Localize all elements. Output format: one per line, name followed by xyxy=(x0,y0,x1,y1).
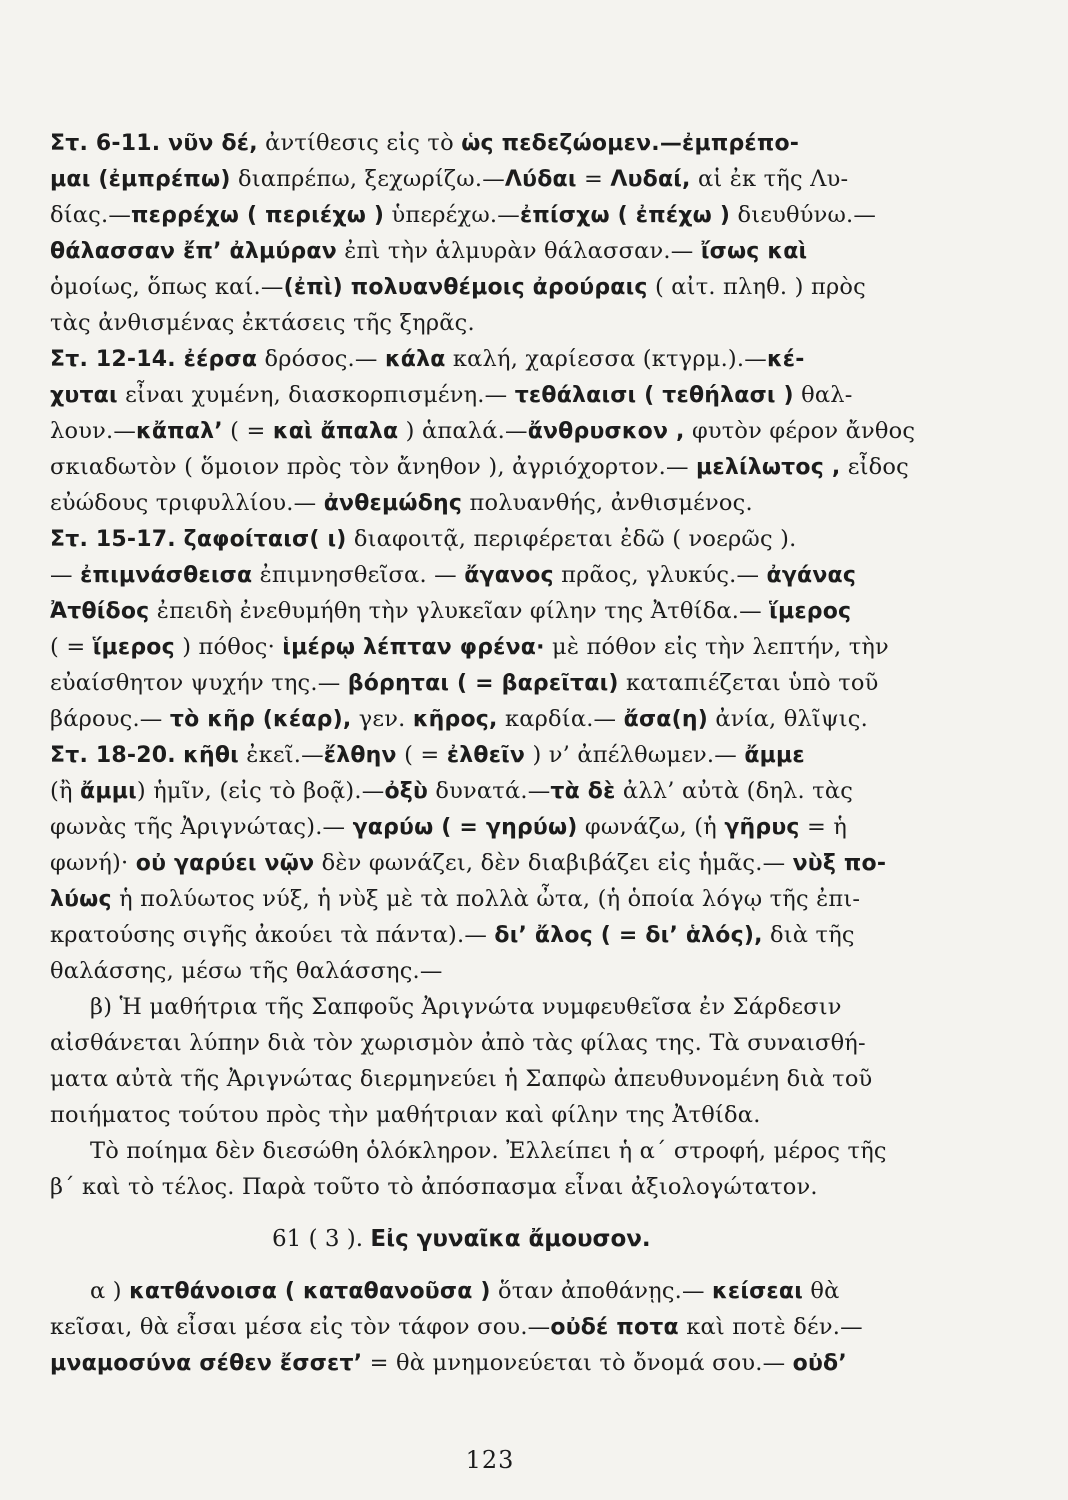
bold-term: θάλασσαν ἔπ’ ἀλμύραν xyxy=(50,239,337,264)
text-run: βάρους.— xyxy=(50,706,170,732)
text-run: δίας.— xyxy=(50,202,132,228)
text-run: λουν.— xyxy=(50,418,137,444)
text-run: φωνὰς τῆς Ἀριγνώτας).— xyxy=(50,814,353,840)
text-line xyxy=(90,1140,887,1163)
bold-term: ἵμερος xyxy=(92,635,175,660)
bold-term: Στ. 6-11. νῦν δέ, xyxy=(50,131,258,156)
bold-term: δι’ ἄλος ( = δι’ ἁλός), xyxy=(494,923,763,948)
text-line xyxy=(50,420,915,443)
text-run: — xyxy=(50,562,81,588)
text-run: δὲν φωνάζει, δὲν διαβιβάζει εἰς ἡμᾶς.— xyxy=(314,850,793,876)
bold-term: τὸ κῆρ (κέαρ), xyxy=(169,707,352,732)
bold-term: χυται xyxy=(50,383,118,408)
text-line xyxy=(50,960,443,983)
text-run: γεν. xyxy=(351,706,413,732)
text-run: ἡ πολύωτος νύξ, ἡ νὺξ μὲ τὰ πολλὰ ὦτα, (ἡ ὁποία λόγῳ τῆς ἐπι- xyxy=(111,886,861,912)
bold-term: νὺξ πο- xyxy=(792,851,887,876)
bold-term: Λύδαι xyxy=(504,167,577,192)
text-run: εἶναι χυμένη, διασκορπισμένη.— xyxy=(117,382,515,408)
text-run: ( = xyxy=(396,742,447,768)
bold-term: κατθάνοισα ( καταθανοῦσα ) xyxy=(129,1279,491,1304)
text-line xyxy=(50,312,475,335)
text-run: διαπρέπω, ξεχωρίζω.— xyxy=(230,166,505,192)
bold-term: ἐπίσχω ( ἐπέχω ) xyxy=(519,203,731,228)
bold-term: ἄμμι xyxy=(80,779,137,804)
text-run: β΄ καὶ τὸ τέλος. Παρὰ τοῦτο τὸ ἀπόσπασμα εἶναι ἀξιολογώτατον. xyxy=(50,1174,818,1200)
text-run: ( αἰτ. πληθ. ) πρὸς xyxy=(647,274,866,300)
text-run: διὰ τῆς xyxy=(762,922,855,948)
bold-term: ἀνθεμώδης xyxy=(323,491,463,516)
text-run: Τὸ ποίημα δὲν διεσώθη ὁλόκληρον. Ἐλλείπει ἡ α΄ στροφή, μέρος τῆς xyxy=(90,1138,887,1164)
bold-term: λύως xyxy=(50,887,112,912)
bold-term: μαι (ἐμπρέπω) xyxy=(50,167,231,192)
text-run: σκιαδωτὸν ( ὅμοιον πρὸς τὸν ἄνηθον ), ἀγριόχορτον.— xyxy=(50,454,697,480)
page-number: 123 xyxy=(465,1446,515,1474)
text-line xyxy=(50,132,799,155)
text-run: πολυανθής, ἀνθισμένος. xyxy=(462,490,753,516)
text-run: καρδία.— xyxy=(497,706,624,732)
bold-term: (ἐπὶ) πολυανθέμοις ἀρούραις xyxy=(283,275,648,300)
text-run: φωνή)· xyxy=(50,850,136,876)
text-run: β) Ἡ μαθήτρια τῆς Σαπφοῦς Ἀριγνώτα νυμφευθεῖσα ἐν Σάρδεσιν xyxy=(90,994,842,1020)
text-run: ) ν’ ἀπέλθωμεν.— xyxy=(525,742,745,768)
text-line xyxy=(50,1316,863,1339)
bold-term: κάλα xyxy=(384,347,446,372)
bold-term: οὐδ’ xyxy=(792,1351,847,1376)
bold-term: κῆθι xyxy=(183,743,239,768)
bold-term: περρέχω ( περιέχω ) xyxy=(131,203,385,228)
bold-term: ἴσως καὶ xyxy=(700,239,808,264)
text-run: ματα αὐτὰ τῆς Ἀριγνώτας διερμηνεύει ἡ Σαπφὼ ἀπευθυνομένη διὰ τοῦ xyxy=(50,1066,873,1092)
text-run: κρατούσης σιγῆς ἀκούει τὰ πάντα).— xyxy=(50,922,495,948)
text-run: καταπιέζεται ὑπὸ τοῦ xyxy=(618,670,879,696)
text-run: φωνάζω, (ἡ xyxy=(577,814,725,840)
bold-term: ὀξὺ xyxy=(384,779,429,804)
text-run: ) ἁπαλά.— xyxy=(398,418,528,444)
bold-term: βόρηται ( = βαρεῖται) xyxy=(347,671,619,696)
text-run: φυτὸν φέρον ἄνθος xyxy=(684,418,916,444)
bold-term: ἀγάνας xyxy=(766,563,857,588)
bold-term: τὰ δὲ xyxy=(550,779,616,804)
text-line xyxy=(50,744,805,767)
bold-term: Στ. 12-14. ἐέρσα xyxy=(50,347,258,372)
text-run: = ἡ xyxy=(799,814,848,840)
text-line xyxy=(50,528,796,551)
bold-term: ἄμμε xyxy=(744,743,805,768)
text-line xyxy=(50,276,866,299)
text-run: ἀνία, θλῖψις. xyxy=(707,706,868,732)
text-run: δυνατά.— xyxy=(428,778,551,804)
bold-term: ἐπιμνάσθεισα xyxy=(80,563,253,588)
text-run: καλή, χαρίεσσα (κτγρμ.).— xyxy=(445,346,767,372)
bold-term: κέ- xyxy=(766,347,805,372)
bold-term: τεθάλαισι ( τεθήλασι ) xyxy=(514,383,794,408)
bold-term: Στ. 18-20. xyxy=(50,743,176,768)
text-run: αἱ ἐκ τῆς Λυ- xyxy=(690,166,849,192)
bold-term: οὐδέ ποτα xyxy=(550,1315,679,1340)
text-line xyxy=(50,1104,761,1127)
text-run: (ἢ xyxy=(50,778,81,804)
bold-term: γαρύω ( = γηρύω) xyxy=(352,815,578,840)
text-run: ) πόθος· xyxy=(174,634,283,660)
text-run: ὅταν ἀποθάνῃς.— xyxy=(490,1278,713,1304)
text-line xyxy=(50,888,860,911)
text-run: ( = xyxy=(50,634,93,660)
text-line xyxy=(90,996,842,1019)
text-line xyxy=(50,348,805,371)
text-run: ἀλλ’ αὐτὰ (δηλ. τὰς xyxy=(615,778,854,804)
bold-term: ἄγανος xyxy=(464,563,554,588)
text-run: μὲ πόθον εἰς τὴν λεπτήν, τὴν xyxy=(544,634,889,660)
text-line xyxy=(50,1068,872,1091)
text-line xyxy=(50,456,909,479)
text-run: εἶδος xyxy=(840,454,909,480)
text-run: εὐαίσθητον ψυχήν της.— xyxy=(50,670,348,696)
bold-term: ἵμερος xyxy=(769,599,852,624)
bold-term: ὡς πεδεζώομεν.—ἐμπρέπο- xyxy=(461,131,800,156)
text-run: διαφοιτᾷ, περιφέρεται ἐδῶ ( νοερῶς ). xyxy=(346,526,797,552)
text-run: ἐπιμνησθεῖσα. — xyxy=(252,562,465,588)
bold-term: κείσεαι xyxy=(712,1279,803,1304)
text-run: = θὰ μνημονεύεται τὸ ὄνομά σου.— xyxy=(362,1350,793,1376)
bold-term: κἄπαλ’ xyxy=(136,419,223,444)
text-line xyxy=(50,708,868,731)
bold-term: ἔλθην xyxy=(323,743,397,768)
text-line xyxy=(90,1280,839,1303)
bold-term: γῆρυς xyxy=(724,815,800,840)
text-line xyxy=(50,564,856,587)
text-line xyxy=(50,240,807,263)
text-run: θὰ xyxy=(802,1278,840,1304)
text-line xyxy=(50,492,753,515)
bold-term: Ἀτθίδος xyxy=(50,599,150,624)
bold-term: οὐ γαρύει νῷν xyxy=(135,851,315,876)
text-run: ἐπειδὴ ἐνεθυμήθη τὴν γλυκεῖαν φίλην της Ἀτθίδα.— xyxy=(149,598,770,624)
bold-term: ἐλθεῖν xyxy=(446,743,526,768)
text-run: ) ἡμῖν, (εἰς τὸ βοᾷ).— xyxy=(136,778,385,804)
bold-term: μναμοσύνα σέθεν ἔσσετ’ xyxy=(50,1351,363,1376)
bold-term: ἄσα(η) xyxy=(623,707,708,732)
bold-term: κῆρος, xyxy=(412,707,498,732)
text-run: καὶ ποτὲ δέν.— xyxy=(678,1314,863,1340)
text-run: κεῖσαι, θὰ εἶσαι μέσα εἰς τὸν τάφον σου.— xyxy=(50,1314,551,1340)
text-line xyxy=(50,636,889,659)
text-line xyxy=(50,600,851,623)
text-run: ( = xyxy=(222,418,273,444)
text-line xyxy=(50,1032,866,1055)
text-run: ὁμοίως, ὅπως καί.— xyxy=(50,274,284,300)
text-line xyxy=(50,924,855,947)
text-line xyxy=(50,1176,818,1199)
text-line xyxy=(50,672,878,695)
text-run: δρόσος.— xyxy=(257,346,385,372)
bold-term: ἄνθρυσκον , xyxy=(527,419,685,444)
text-run: τὰς ἀνθισμένας ἐκτάσεις τῆς ξηρᾶς. xyxy=(50,310,475,336)
bold-term: ἱμέρῳ λέπταν φρένα· xyxy=(282,635,545,660)
bold-term: μελίλωτος , xyxy=(696,455,841,480)
text-line xyxy=(50,852,886,875)
text-run: ἐπὶ τὴν ἁλμυρὰν θάλασσαν.— xyxy=(336,238,701,264)
bold-term: καὶ ἄπαλα xyxy=(272,419,399,444)
text-run: ὑπερέχω.— xyxy=(384,202,520,228)
text-line xyxy=(50,204,876,227)
text-run: θαλάσσης, μέσω τῆς θαλάσσης.— xyxy=(50,958,443,984)
text-run: ἀντίθεσις εἰς τὸ xyxy=(257,130,462,156)
text-run: διευθύνω.— xyxy=(730,202,877,228)
text-line xyxy=(50,168,848,191)
text-run: εὐώδους τριφυλλίου.— xyxy=(50,490,324,516)
bold-term: Εἰς γυναῖκα ἄμουσον. xyxy=(370,1226,651,1252)
text-line xyxy=(50,384,853,407)
text-run: 61 ( 3 ). xyxy=(272,1226,371,1252)
text-run: α ) xyxy=(90,1278,130,1304)
text-run: αἰσθάνεται λύπην διὰ τὸν χωρισμὸν ἀπὸ τὰς φίλας της. Τὰ συναισθή- xyxy=(50,1030,866,1056)
text-run: ἐκεῖ.— xyxy=(238,742,324,768)
text-line xyxy=(50,816,847,839)
bold-term: Λυδαί, xyxy=(610,167,691,192)
text-line xyxy=(50,1352,847,1375)
text-run: ποιήματος τούτου πρὸς τὴν μαθήτριαν καὶ φίλην της Ἀτθίδα. xyxy=(50,1102,761,1128)
bold-term: Στ. 15-17. ζαφοίταισ( ι) xyxy=(50,527,347,552)
text-run: πρᾶος, γλυκύς.— xyxy=(553,562,767,588)
text-run: = xyxy=(576,166,611,192)
text-line xyxy=(50,780,853,803)
text-run: θαλ- xyxy=(793,382,853,408)
section-heading xyxy=(272,1228,651,1251)
